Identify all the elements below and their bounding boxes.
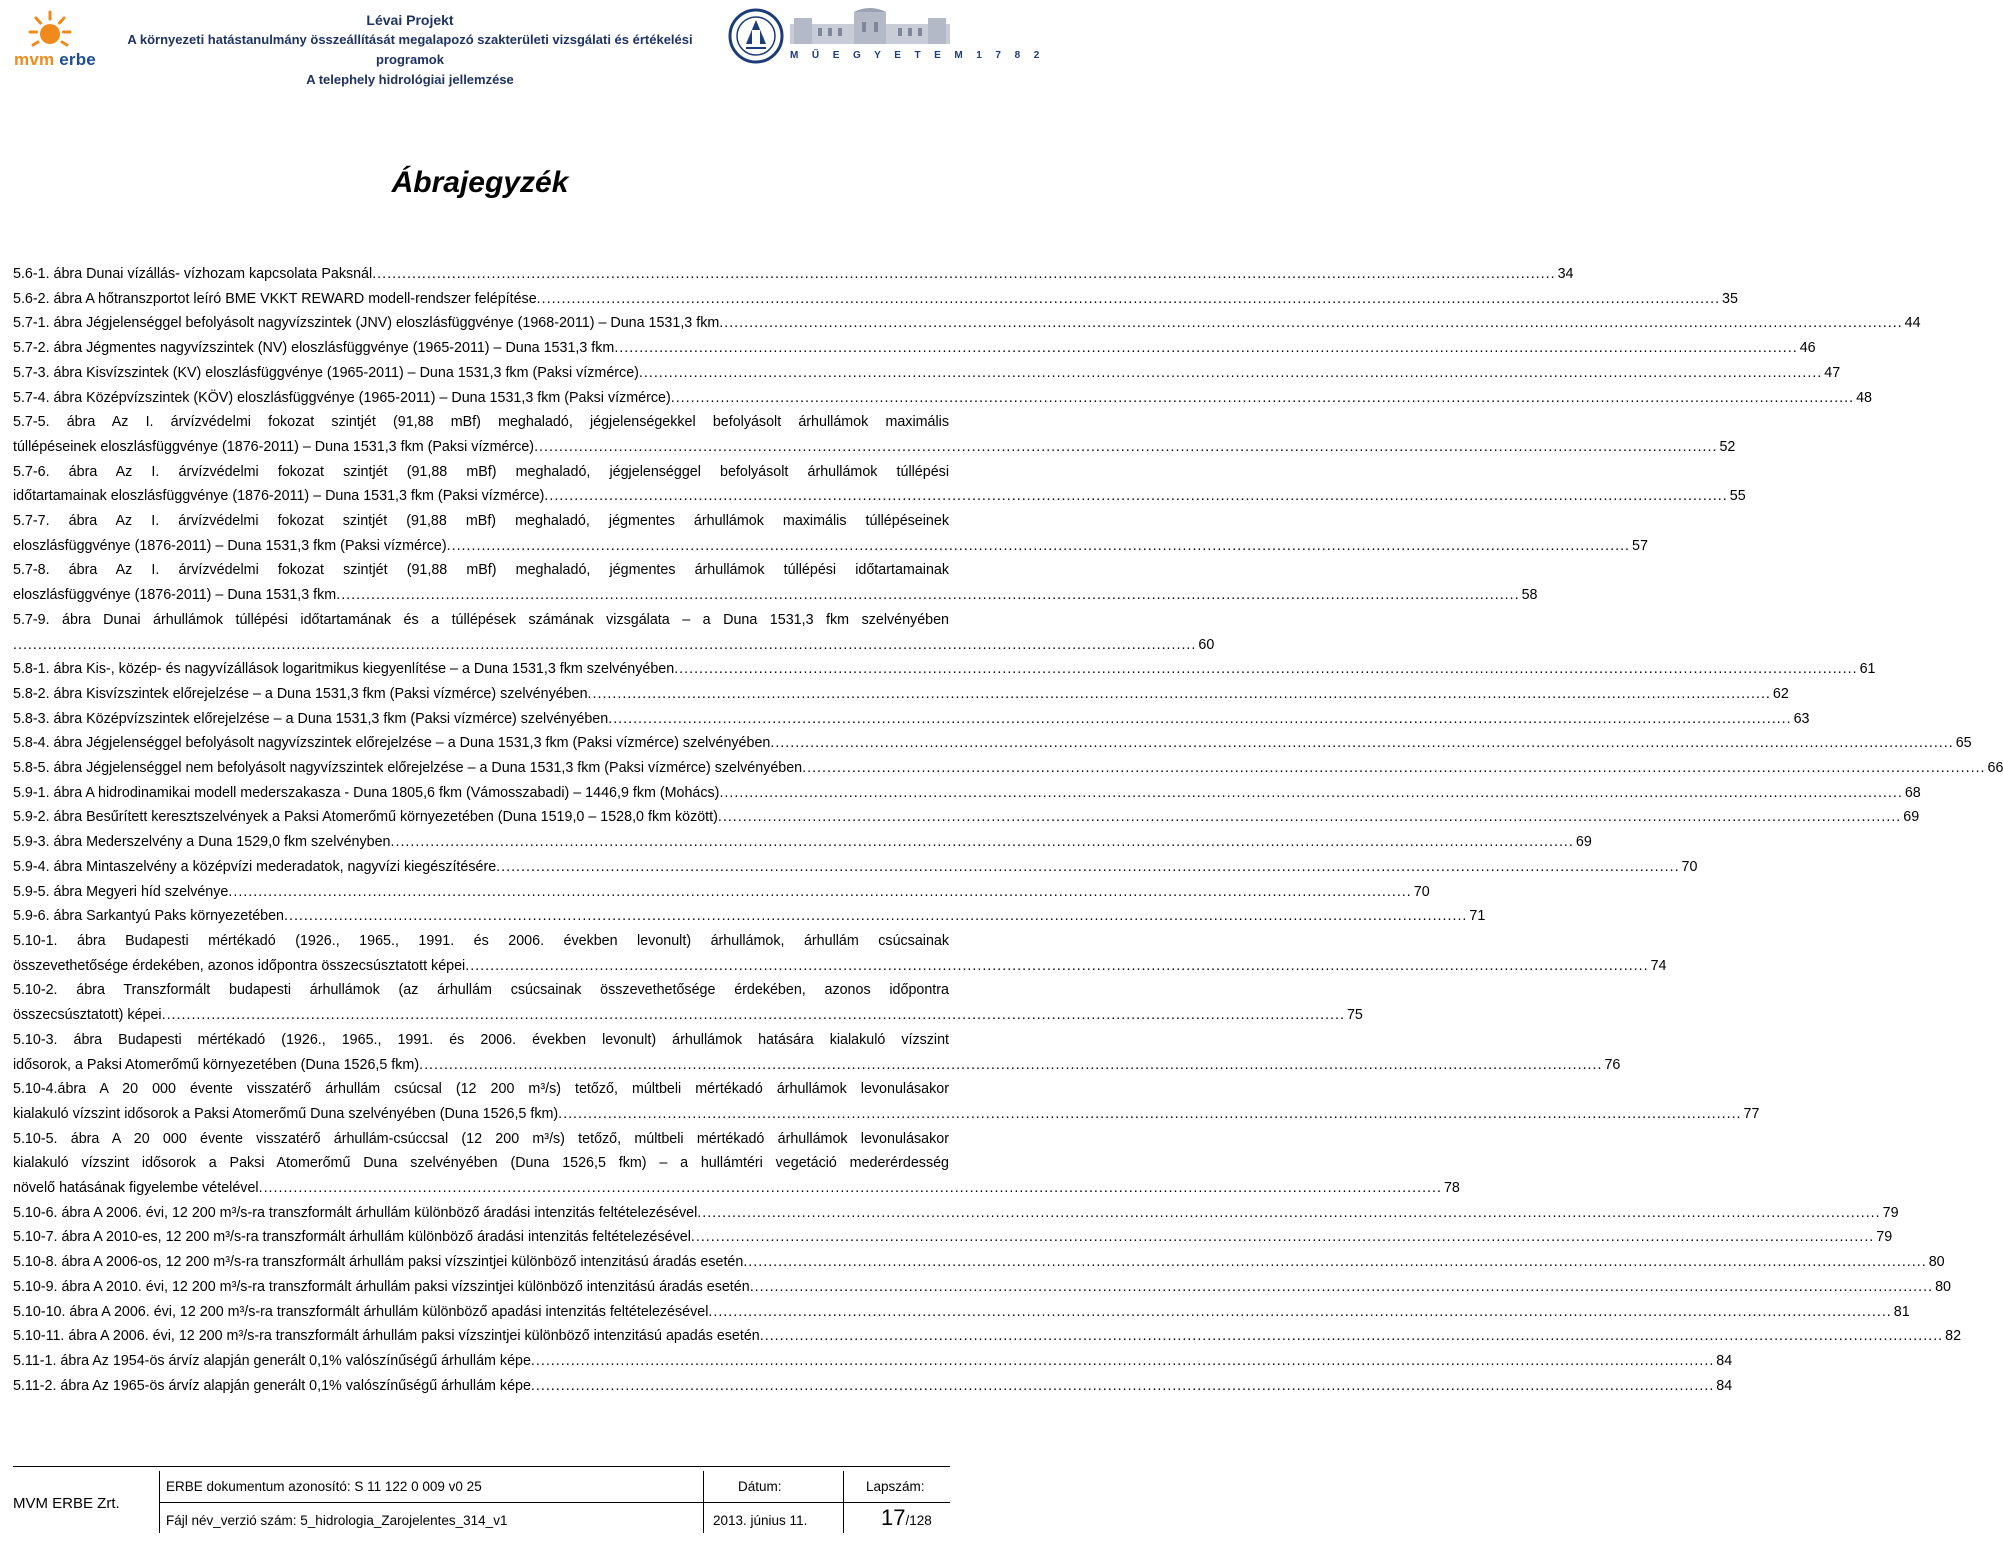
toc-entry[interactable] (13, 904, 1486, 929)
dot-leader (372, 262, 1555, 287)
toc-entry-text: 5.9-4. ábra Mintaszelvény a középvízi mederadatok, nagyvízi kiegészítésére (13, 858, 497, 875)
toc-entry-text: 5.10-11. ábra A 2006. évi, 12 200 m³/s-ra transzformált árhullám paksi vízszintjei különböző intenzitású apadás esetén (13, 1328, 760, 1345)
toc-entry-text: 5.10-1. ábra Budapesti mértékadó (1926., 1965., 1991. és 2006. években levonult) árhullámok, árhullám csúcsainak (13, 932, 949, 949)
footer-page-current: 17 (881, 1505, 906, 1530)
toc-page-number: 69 (1575, 834, 1592, 851)
footer-date-label: Dátum: (738, 1479, 782, 1494)
toc-entry[interactable] (13, 1250, 1945, 1275)
footer-page-total: /128 (905, 1513, 932, 1528)
dot-leader (531, 1374, 1714, 1399)
toc-entry-text: 5.7-8. ábra Az I. árvízvédelmi fokozat szintjét (91,88 mBf) meghaladó, jégmentes árhullámok túllépési időtartamainak (13, 562, 949, 579)
toc-page-number: 55 (1729, 488, 1746, 505)
toc-entry-text: 5.7-9. ábra Dunai árhullámok túllépési időtartamának és a túllépések számának vizsgálata – a Duna 1531,3 fkm szelvényében (13, 611, 949, 628)
toc-entry-text: 5.10-5. ábra A 20 000 évente visszatérő árhullám-csúccsal (12 200 m³/s) tetőző, múltbeli mértékadó árhullámok levonulásakor (13, 1130, 949, 1147)
toc-entry[interactable] (13, 1077, 1760, 1126)
toc-entry[interactable] (13, 682, 1789, 707)
dot-leader (639, 361, 1822, 386)
toc-page-number: 34 (1557, 266, 1574, 282)
toc-entry-text: 5.11-2. ábra Az 1965-ös árvíz alapján generált 0,1% valószínűségű árhullám képe (13, 1377, 531, 1394)
dot-leader (13, 633, 1196, 658)
toc-entry-text: kialakuló vízszint idősorok a Paksi Atomerőmű Duna szelvényében (Duna 1526,5 fkm) (13, 1105, 559, 1122)
toc-entry[interactable] (13, 880, 1430, 905)
toc-entry[interactable] (13, 855, 1698, 880)
toc-entry-text: 5.10-8. ábra A 2006-os, 12 200 m³/s-ra transzformált árhullám paksi vízszintjei különböző intenzitású áradás esetén (13, 1254, 744, 1271)
toc-entry-text: összecsúsztatott) képei (13, 1007, 162, 1024)
toc-page-number: 46 (1799, 340, 1816, 357)
dot-leader (588, 682, 1771, 707)
toc-page-number: 62 (1772, 685, 1789, 702)
toc-entry[interactable] (13, 929, 1667, 978)
dot-leader (719, 311, 1902, 336)
toc-entry-text: 5.6-2. ábra A hőtranszportot leíró BME VKKT REWARD modell-rendszer felépítése (13, 290, 537, 307)
toc-page-number: 79 (1882, 1204, 1899, 1221)
toc-entry[interactable] (13, 1201, 1899, 1226)
toc-entry-text: eloszlásfüggvénye (1876-2011) – Duna 1531,3 fkm (Paksi vízmérce) (13, 537, 447, 554)
toc-page-number: 81 (1893, 1303, 1910, 1320)
toc-entry[interactable] (13, 657, 1876, 682)
dot-leader (718, 805, 1901, 830)
bme-logo (728, 8, 1045, 70)
toc-page-number: 48 (1856, 389, 1872, 406)
toc-page-number: 79 (1876, 1229, 1893, 1246)
toc-page-number: 35 (1722, 290, 1738, 307)
toc-page-number: 76 (1604, 1056, 1621, 1073)
toc-entry-text: idősorok, a Paksi Atomerőmű környezetében (Duna 1526,5 fkm) (13, 1056, 420, 1073)
brand-wordmark (14, 50, 96, 70)
toc-entry-text: 5.9-6. ábra Sarkantyú Paks környezetében (13, 908, 285, 925)
toc-entry[interactable] (13, 311, 1921, 336)
toc-entry[interactable] (13, 558, 1538, 607)
dot-leader (228, 880, 1411, 905)
footer-doc-id: ERBE dokumentum azonosító: S 11 122 0 009 v0 25 (166, 1479, 482, 1494)
toc-page-number: 77 (1743, 1105, 1760, 1122)
toc-entry[interactable] (13, 707, 1810, 732)
project-name: Lévai Projekt (366, 12, 454, 28)
toc-page-number: 65 (1955, 735, 1972, 752)
dot-leader (708, 1300, 1891, 1325)
university-building-icon (790, 8, 950, 46)
toc-entry-text: összevethetősége érdekében, azonos időpontra összecsúsztatott képei (13, 957, 466, 974)
university-name: M Ű E G Y E T E M 1 7 8 2 (790, 50, 1045, 61)
toc-page-number: 47 (1824, 364, 1841, 381)
dot-leader (447, 534, 1630, 559)
toc-page-number: 61 (1859, 661, 1876, 678)
toc-page-number: 58 (1521, 587, 1538, 604)
page-header (0, 0, 1045, 87)
toc-entry[interactable] (13, 1300, 1910, 1325)
toc-page-number: 69 (1903, 809, 1920, 826)
brand-erbe: erbe (59, 50, 96, 69)
dot-leader (259, 1176, 1442, 1201)
dot-leader (336, 583, 1519, 608)
toc-page-number: 70 (1681, 858, 1698, 875)
dot-leader (544, 484, 1727, 509)
toc-entry-text: 5.7-3. ábra Kisvízszintek (KV) eloszlásfüggvénye (1965-2011) – Duna 1531,3 fkm (Paksi vízmérce) (13, 364, 639, 381)
dot-leader (284, 904, 1467, 929)
toc-page-number: 63 (1793, 710, 1810, 727)
toc-entry[interactable] (13, 1374, 1733, 1399)
toc-entry[interactable] (13, 460, 1746, 509)
toc-entry-text: 5.9-5. ábra Megyeri híd szelvénye (13, 883, 229, 900)
toc-entry[interactable] (13, 1225, 1893, 1250)
toc-entry-text: 5.7-5. ábra Az I. árvízvédelmi fokozat szintjét (91,88 mBf) meghaladó, jégjelenségekkel befolyásolt árhullámok maximális (13, 414, 949, 431)
footer-page-number (881, 1505, 932, 1531)
toc-entry[interactable] (13, 1028, 1621, 1077)
toc-entry-text: eloszlásfüggvénye (1876-2011) – Duna 1531,3 fkm (13, 587, 337, 604)
toc-entry-text: 5.9-3. ábra Mederszelvény a Duna 1529,0 fkm szelvényben (13, 834, 391, 851)
toc-page-number: 70 (1413, 883, 1430, 900)
toc-page-number: 74 (1650, 957, 1667, 974)
toc-entry-text: 5.10-7. ábra A 2010-es, 12 200 m³/s-ra transzformált árhullám különböző áradási intenzitás feltételezésével (13, 1229, 691, 1246)
toc-page-number: 71 (1469, 908, 1486, 925)
toc-entry-text: 5.6-1. ábra Dunai vízállás- vízhozam kapcsolata Paksnál (13, 266, 373, 282)
dot-leader (608, 707, 1791, 732)
dot-leader (719, 781, 1902, 806)
toc-entry-text: 5.10-4.ábra A 20 000 évente visszatérő árhullám csúcsal (12 200 m³/s) tetőző, múltbeli mértékadó árhullámok levonulásakor (13, 1081, 949, 1098)
dot-leader (465, 954, 1648, 979)
sun-logo-icon (28, 10, 72, 54)
dot-leader (802, 756, 1985, 781)
toc-entry[interactable] (13, 731, 1972, 756)
toc-entry-text: időtartamainak eloszlásfüggvénye (1876-2011) – Duna 1531,3 fkm (Paksi vízmérce) (13, 488, 545, 505)
toc-entry[interactable] (13, 1275, 1951, 1300)
figure-list (13, 262, 2003, 1398)
toc-entry[interactable] (13, 361, 1841, 386)
toc-entry-text: túllépéseinek eloszlásfüggvénye (1876-2011) – Duna 1531,3 fkm (Paksi vízmérce) (13, 438, 535, 455)
toc-entry-text: 5.9-2. ábra Besűrített keresztszelvények a Paksi Atomerőmű környezetében (Duna 1519,0 – 1528,0 fkm között) (13, 809, 718, 826)
dot-leader (674, 657, 1857, 682)
toc-entry[interactable] (13, 781, 1921, 806)
header-text-block (104, 10, 716, 90)
toc-entry[interactable] (13, 262, 1574, 287)
toc-page-number: 80 (1935, 1278, 1951, 1295)
toc-entry[interactable] (13, 1127, 1460, 1201)
toc-page-number: 84 (1716, 1352, 1733, 1369)
toc-entry-text: 5.7-6. ábra Az I. árvízvédelmi fokozat szintjét (91,88 mBf) meghaladó, jégjelenséggel befolyásolt árhullámok túllépési (13, 463, 949, 480)
toc-entry-text: 5.8-1. ábra Kis-, közép- és nagyvízállások logaritmikus kiegyenlítése – a Duna 1531,3 fkm szelvényében (13, 661, 675, 678)
toc-entry[interactable] (13, 336, 1816, 361)
toc-entry-text: 5.7-4. ábra Középvízszintek (KÖV) eloszlásfüggvénye (1965-2011) – Duna 1531,3 fkm (Paksi vízmérce) (13, 389, 671, 406)
section-name: A telephely hidrológiai jellemzése (306, 72, 514, 87)
toc-page-number: 57 (1632, 537, 1648, 554)
toc-entry-text: növelő hatásának figyelembe vételével (13, 1180, 259, 1197)
brand-mvm: mvm (14, 50, 55, 69)
dot-leader (558, 1102, 1741, 1127)
footer-page-label: Lapszám: (866, 1479, 925, 1494)
toc-entry-text: 5.8-3. ábra Középvízszintek előrejelzése – a Duna 1531,3 fkm (Paksi vízmérce) szelvényében (13, 710, 609, 727)
toc-entry-text: 5.8-4. ábra Jégjelenséggel befolyásolt nagyvízszintek előrejelzése – a Duna 1531,3 fkm (Paksi vízmérce) szelvényében (13, 735, 771, 752)
toc-page-number: 52 (1719, 438, 1736, 455)
footer-divider (159, 1502, 950, 1503)
dot-leader (534, 435, 1717, 460)
toc-entry[interactable] (13, 386, 1872, 411)
toc-entry-text: 5.10-3. ábra Budapesti mértékadó (1926., 1965., 1991. és 2006. években levonult) árhullámok hatására kialakuló vízszint (13, 1031, 949, 1048)
toc-entry[interactable] (13, 756, 2003, 781)
mvm-erbe-logo (14, 10, 100, 70)
dot-leader (770, 731, 1953, 756)
project-subtitle: A környezeti hatástanulmány összeállítását megalapozó szakterületi vizsgálati és értékelési programok (127, 32, 693, 67)
dot-leader (419, 1053, 1602, 1078)
toc-page-number: 66 (1987, 760, 2003, 777)
dot-leader (162, 1003, 1345, 1028)
toc-entry[interactable] (13, 1324, 1962, 1349)
footer-filename: Fájl név_verzió szám: 5_hidrologia_Zarojelentes_314_v1 (166, 1513, 508, 1528)
dot-leader (760, 1324, 1943, 1349)
toc-entry-text: 5.11-1. ábra Az 1954-ös árvíz alapján generált 0,1% valószínűségű árhullám képe (13, 1352, 531, 1369)
toc-page-number: 78 (1443, 1180, 1460, 1197)
toc-entry-text: 5.7-2. ábra Jégmentes nagyvízszintek (NV) eloszlásfüggvénye (1965-2011) – Duna 1531,3 fkm (13, 340, 615, 357)
toc-entry-text: 5.10-9. ábra A 2010. évi, 12 200 m³/s-ra transzformált árhullám paksi vízszintjei különböző intenzitású áradás esetén (13, 1278, 750, 1295)
toc-entry[interactable] (13, 830, 1592, 855)
toc-entry-text: 5.9-1. ábra A hidrodinamikai modell mederszakasza - Duna 1805,6 fkm (Vámosszabadi) – 1446,9 fkm (Mohács) (13, 784, 720, 801)
toc-entry-text: 5.8-2. ábra Kisvízszintek előrejelzése – a Duna 1531,3 fkm (Paksi vízmérce) szelvényében (13, 685, 588, 702)
dot-leader (614, 336, 1797, 361)
toc-entry-text: 5.10-10. ábra A 2006. évi, 12 200 m³/s-ra transzformált árhullám különböző apadási intenzitás feltételezésével (13, 1303, 709, 1320)
university-crest-icon (728, 8, 784, 64)
toc-page-number: 44 (1904, 315, 1921, 332)
toc-entry-text: 5.10-6. ábra A 2006. évi, 12 200 m³/s-ra transzformált árhullám különböző áradási intenzitás feltételezésével (13, 1204, 698, 1221)
toc-entry-text: 5.8-5. ábra Jégjelenséggel nem befolyásolt nagyvízszintek előrejelzése – a Duna 1531,3 fkm (Paksi vízmérce) szelvényében (13, 760, 803, 777)
dot-leader (391, 830, 1574, 855)
dot-leader (743, 1250, 1926, 1275)
footer-date-value: 2013. június 11. (713, 1513, 808, 1528)
dot-leader (750, 1275, 1933, 1300)
toc-entry[interactable] (13, 287, 1738, 312)
toc-entry[interactable] (13, 410, 1736, 459)
toc-entry[interactable] (13, 805, 1920, 830)
toc-page-number: 68 (1904, 784, 1921, 801)
toc-page-number: 84 (1716, 1377, 1733, 1394)
dot-leader (671, 386, 1854, 411)
toc-page-number: 75 (1346, 1007, 1363, 1024)
dot-leader (691, 1225, 1874, 1250)
toc-entry-text: 5.7-7. ábra Az I. árvízvédelmi fokozat szintjét (91,88 mBf) meghaladó, jégmentes árhullámok maximális túllépéseinek (13, 513, 949, 530)
toc-page-number: 82 (1945, 1328, 1962, 1345)
toc-entry[interactable] (13, 978, 1363, 1027)
toc-entry[interactable] (13, 608, 1215, 657)
dot-leader (697, 1201, 1880, 1226)
toc-entry[interactable] (13, 1349, 1733, 1374)
footer-company: MVM ERBE Zrt. (13, 1495, 120, 1512)
dot-leader (496, 855, 1679, 880)
dot-leader (537, 287, 1720, 312)
toc-page-number: 80 (1928, 1254, 1945, 1271)
page-title: Ábrajegyzék (391, 166, 569, 199)
toc-entry[interactable] (13, 509, 1648, 558)
page-footer (13, 1466, 950, 1536)
dot-leader (531, 1349, 1714, 1374)
toc-entry-text: kialakuló vízszint idősorok a Paksi Atomerőmű Duna szelvényében (Duna 1526,5 fkm) – a hullámtéri vegetáció mederérdesség (13, 1155, 949, 1172)
toc-entry-text: 5.10-2. ábra Transzformált budapesti árhullámok (az árhullám csúcsainak összevethetősége érdekében, azonos időpontra (13, 982, 949, 999)
toc-entry-text: 5.7-1. ábra Jégjelenséggel befolyásolt nagyvízszintek (JNV) eloszlásfüggvénye (1968-2011) – Duna 1531,3 fkm (13, 315, 720, 332)
toc-page-number: 60 (1198, 636, 1215, 653)
